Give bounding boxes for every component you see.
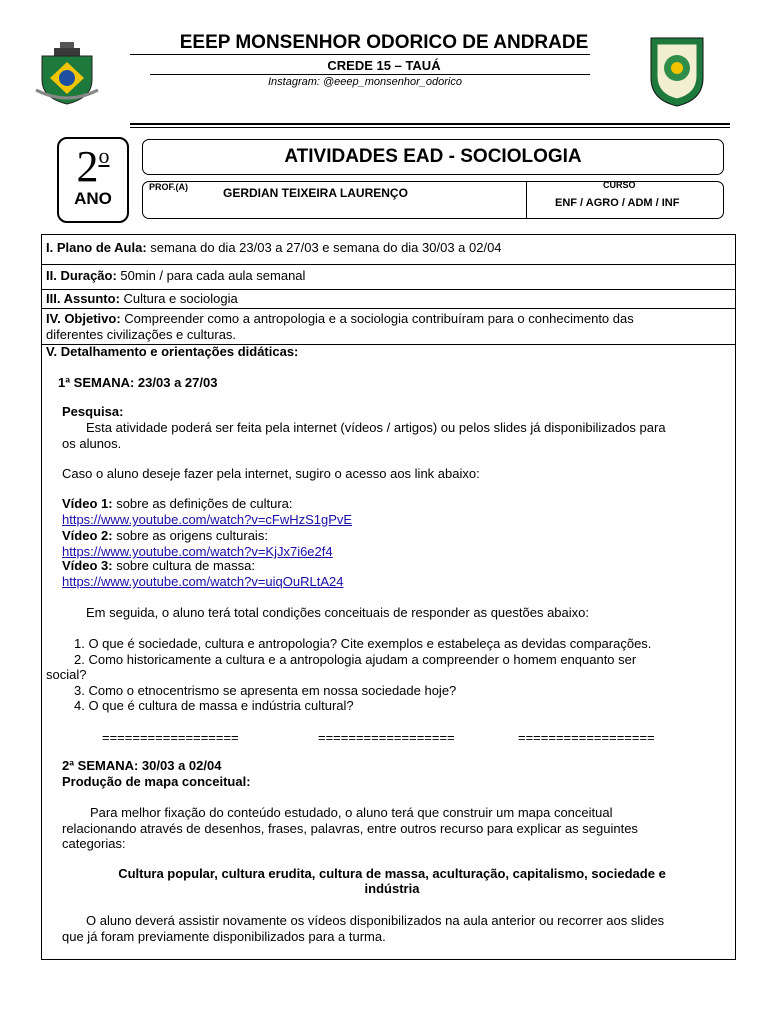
school-name: EEEP MONSENHOR ODORICO DE ANDRADE [179,32,589,53]
divider [150,74,590,75]
curso-label: CURSO [603,180,636,190]
video-1-link[interactable]: https://www.youtube.com/watch?v=cFwHzS1gPvE [62,512,353,527]
objetivo: IV. Objetivo: Compreender como a antropologia e a sociologia contribuíram para o conhecimento das [46,311,634,326]
year-number: 2$^o$ [76,142,110,191]
week2-paragraph-continued: categorias: [62,836,126,851]
divider [130,54,590,55]
video-2-link[interactable]: https://www.youtube.com/watch?v=KjJx7i6e2f4 [62,544,333,559]
question-2: 2. Como historicamente a cultura e a antropologia ajudam a compreender o homem enquanto ser [74,652,637,667]
crede-label: CREDE 15 – TAUÁ [327,58,441,73]
title-box [142,139,724,175]
plano-de-aula: I. Plano de Aula: semana do dia 23/03 a 27/03 e semana do dia 30/03 a 02/04 [46,240,502,255]
row-divider [41,289,736,290]
professor-label: PROF.(A) [149,182,188,192]
divider [130,123,730,125]
question-4: 4. O que é cultura de massa e indústria cultural? [74,698,354,713]
detalhamento-heading: V. Detalhamento e orientações didáticas: [46,344,299,359]
question-2-continued: social? [46,667,87,682]
video-3-label: Vídeo 3: sobre cultura de massa: [62,558,255,573]
video-1-label: Vídeo 1: sobre as definições de cultura: [62,496,293,511]
divider [130,127,730,128]
final-paragraph-continued: que já foram previamente disponibilizados para a turma. [62,929,386,944]
row-divider [41,308,736,309]
categorias: Cultura popular, cultura erudita, cultura de massa, aculturação, capitalismo, sociedade e [118,866,666,881]
curso-value: ENF / AGRO / ADM / INF [555,197,680,209]
divider [526,182,527,218]
instagram-handle: Instagram: @eeep_monsenhor_odorico [267,76,462,88]
video-3-link[interactable]: https://www.youtube.com/watch?v=uiqOuRLtA24 [62,574,344,589]
week2-paragraph: Para melhor fixação do conteúdo estudado, o aluno terá que construir um mapa conceitual [90,805,613,820]
page-title: ATIVIDADES EAD - SOCIOLOGIA [284,146,582,167]
video-2-label: Vídeo 2: sobre as origens culturais: [62,528,268,543]
final-paragraph: O aluno deverá assistir novamente os vídeos disponibilizados na aula anterior ou recorrer aos slides [86,913,665,928]
lesson-plan-box [41,234,736,960]
professor-name: GERDIAN TEIXEIRA LAURENÇO [223,186,408,200]
week2-paragraph-continued: relacionando através de desenhos, frases, palavras, entre outros recurso para explicar as seguintes [62,821,638,836]
question-1: 1. O que é sociedade, cultura e antropologia? Cite exemplos e estabeleça as devidas comparações. [74,636,652,651]
separator: ================== [318,730,455,745]
week2-heading: 2ª SEMANA: 30/03 a 02/04 [62,758,222,773]
professor-box [142,181,724,219]
pesquisa-label: Pesquisa: [62,404,124,419]
separator: ================== [518,730,655,745]
row-divider [41,264,736,265]
year-box [57,137,129,223]
separator: ================== [102,730,239,745]
pesquisa-text-continued: os alunos. [62,436,122,451]
caso-text: Caso o aluno deseje fazer pela internet, sugiro o acesso aos link abaixo: [62,466,480,481]
duracao: II. Duração: 50min / para cada aula semanal [46,268,306,283]
year-label: ANO [74,189,112,208]
question-3: 3. Como o etnocentrismo se apresenta em nossa sociedade hoje? [74,683,457,698]
week1-heading: 1ª SEMANA: 23/03 a 27/03 [58,375,218,390]
em-seguida-text: Em seguida, o aluno terá total condições conceituais de responder as questões abaixo: [86,605,589,620]
producao-label: Produção de mapa conceitual: [62,774,251,789]
assunto: III. Assunto: Cultura e sociologia [46,291,238,306]
categorias-continued: indústria [364,881,420,896]
objetivo-continued: diferentes civilizações e culturas. [46,327,237,342]
pesquisa-text: Esta atividade poderá ser feita pela internet (vídeos / artigos) ou pelos slides já disponibilizados para [86,420,666,435]
